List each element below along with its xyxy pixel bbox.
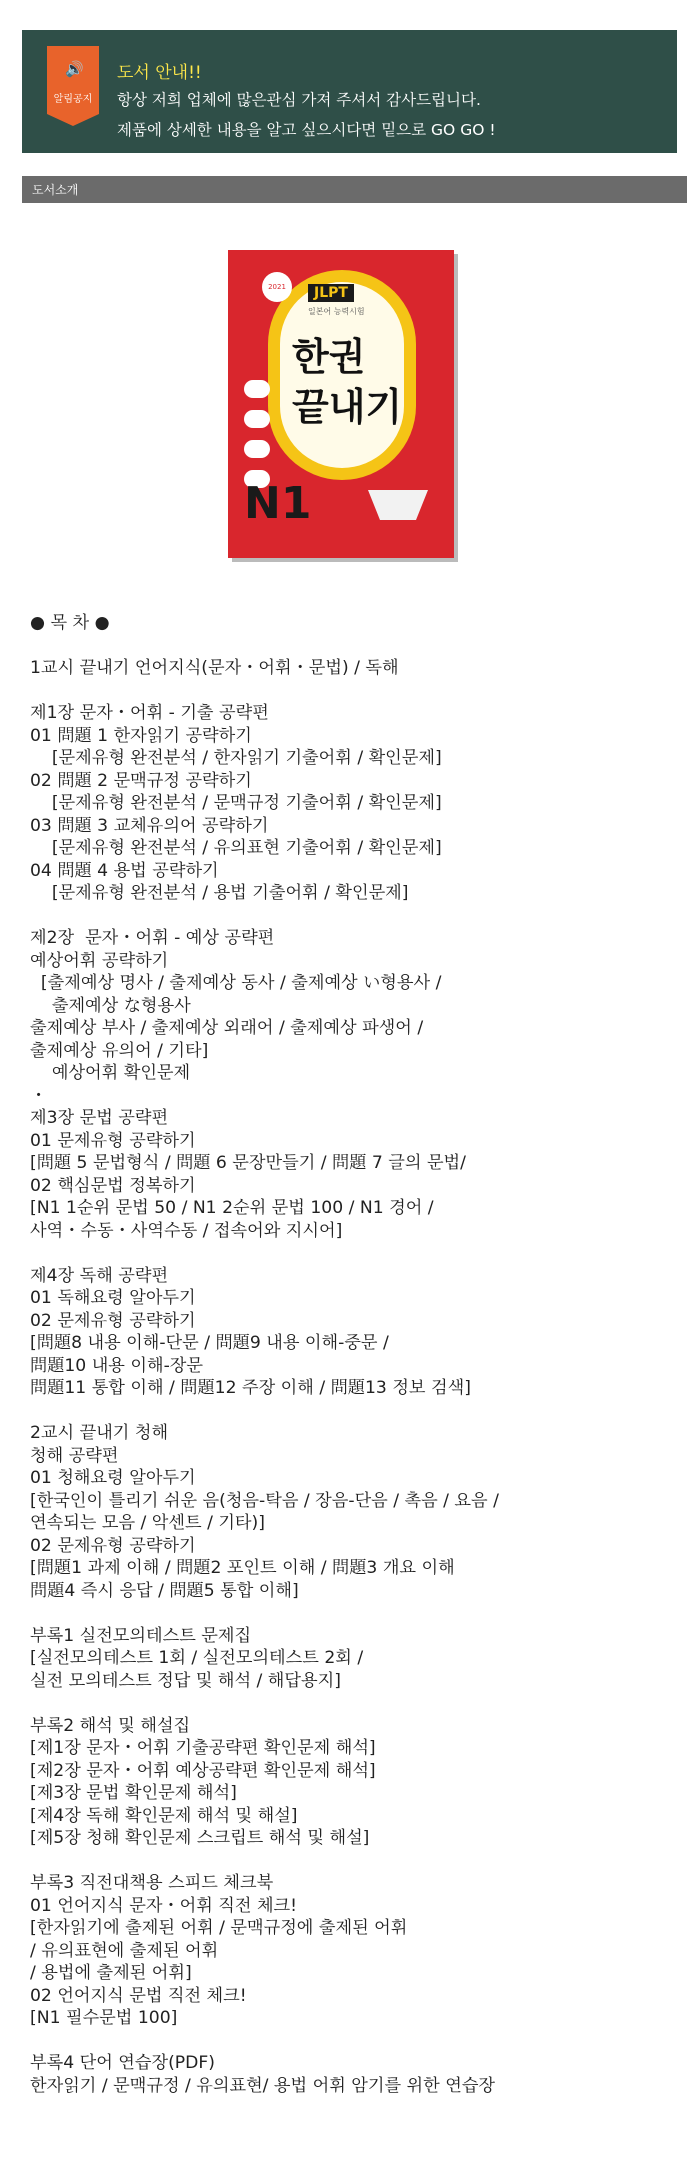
toc-line: [제4장 독해 확인문제 해석 및 해설] [30, 1805, 298, 1826]
toc-line: [문제유형 완전분석 / 한자읽기 기출어휘 / 확인문제] [30, 748, 442, 768]
toc-line: 제1장 문자・어휘 - 기출 공략편 [30, 703, 269, 723]
book-cover-image [228, 250, 454, 558]
toc-line: 제3장 문법 공략편 [30, 1108, 169, 1128]
toc-line: 02 언어지식 문법 직전 체크! [30, 1985, 247, 2006]
notice-banner [22, 30, 677, 153]
toc-line: [한국인이 틀리기 쉬운 음(청음-탁음 / 장음-단음 / 촉음 / 요음 / [30, 1490, 499, 1511]
toc-line: 02 問題 2 문맥규정 공략하기 [30, 770, 252, 791]
toc-line: 02 핵심문법 정복하기 [30, 1175, 196, 1196]
toc-line: [제2장 문자・어휘 예상공략편 확인문제 해석] [30, 1760, 376, 1781]
toc-line: 02 문제유형 공략하기 [30, 1535, 196, 1556]
notice-heading: 도서 안내!! [117, 63, 202, 83]
toc-line: [한자읽기에 출제된 어휘 / 문맥규정에 출제된 어휘 [30, 1918, 408, 1938]
toc-line: [문제유형 완전분석 / 문맥규정 기출어휘 / 확인문제] [30, 793, 442, 813]
toc-line: [문제유형 완전분석 / 유의표현 기출어휘 / 확인문제] [30, 838, 442, 858]
toc-line: 01 問題 1 한자읽기 공략하기 [30, 725, 252, 746]
paper-boat-illustration [368, 490, 428, 520]
toc-line: 제4장 독해 공략편 [30, 1265, 169, 1286]
toc-line: [問題1 과제 이해 / 問題2 포인트 이해 / 問題3 개요 이해 [30, 1558, 455, 1578]
toc-line: 출제예상 부사 / 출제예상 외래어 / 출제예상 파생어 / [30, 1018, 424, 1038]
toc-line: 01 청해요령 알아두기 [30, 1468, 196, 1488]
toc-line: 부록4 단어 연습장(PDF) [30, 2053, 215, 2073]
notice-badge [47, 46, 99, 114]
toc-line: 부록3 직전대책용 스피드 체크북 [30, 1873, 274, 1893]
toc-line: 출제예상 유의어 / 기타] [30, 1040, 209, 1061]
section-header-bar [22, 176, 687, 203]
speaker-icon: 🔊 [65, 60, 84, 78]
cover-level: N1 [244, 478, 312, 529]
toc-line: 부록2 해석 및 해설집 [30, 1715, 191, 1736]
toc-line: 問題4 즉시 응답 / 問題5 통합 이해] [30, 1580, 299, 1601]
toc-line: 출제예상 な형용사 [30, 995, 191, 1016]
toc-line: 01 독해요령 알아두기 [30, 1288, 196, 1308]
toc-line: [실전모의테스트 1회 / 실전모의테스트 2회 / [30, 1648, 364, 1668]
toc-line: [출제예상 명사 / 출제예상 동사 / 출제예상 い형용사 / [30, 973, 442, 993]
toc-line: / 용법에 출제된 어휘] [30, 1963, 192, 1983]
toc-line: / 유의표현에 출제된 어휘 [30, 1940, 219, 1961]
toc-line: 청해 공략편 [30, 1445, 119, 1466]
toc-line: 2교시 끝내기 청해 [30, 1423, 169, 1443]
toc-line: [제5장 청해 확인문제 스크립트 해석 및 해설] [30, 1828, 370, 1848]
notice-line-1: 항상 저희 업체에 많은관심 가져 주셔서 감사드립니다. [117, 91, 481, 109]
toc-line: 問題11 통합 이해 / 問題12 주장 이해 / 問題13 정보 검색] [30, 1378, 471, 1398]
cover-jlpt-label: JLPT [308, 284, 354, 302]
toc-line: [問題8 내용 이해-단문 / 問題9 내용 이해-중문 / [30, 1333, 389, 1353]
toc-line: 01 언어지식 문자・어휘 직전 체크! [30, 1895, 298, 1916]
notice-badge-label: 알림공지 [53, 94, 93, 105]
toc-line: 연속되는 모음 / 악센트 / 기타)] [30, 1513, 265, 1533]
section-title: 도서소개 [32, 183, 79, 197]
toc-line: 1교시 끝내기 언어지식(문자・어휘・문법) / 독해 [30, 658, 399, 678]
toc-line: ・ [30, 1085, 48, 1106]
cover-title-line1: 한권 [292, 335, 366, 379]
toc-line: 부록1 실전모의테스트 문제집 [30, 1625, 252, 1646]
toc-line: 예상어휘 확인문제 [30, 1063, 191, 1083]
notice-line-2: 제품에 상세한 내용을 알고 싶으시다면 밑으로 GO GO ! [117, 121, 496, 139]
cover-title-line2: 끝내기 [292, 385, 403, 429]
toc-line: [問題 5 문법형식 / 問題 6 문장만들기 / 問題 7 글의 문법/ [30, 1153, 466, 1173]
toc-line: 02 문제유형 공략하기 [30, 1310, 196, 1331]
toc-line: [N1 1순위 문법 50 / N1 2순위 문법 100 / N1 경어 / [30, 1198, 434, 1218]
toc-line: 01 문제유형 공략하기 [30, 1130, 196, 1151]
toc-line: 사역・수동・사역수동 / 접속어와 지시어] [30, 1220, 343, 1241]
toc-line: 04 問題 4 용법 공략하기 [30, 860, 219, 881]
toc-line: 제2장 문자・어휘 - 예상 공략편 [30, 928, 275, 948]
toc-line: [N1 필수문법 100] [30, 2008, 178, 2028]
cover-year-badge: 2021 [262, 272, 292, 302]
toc-line: 한자읽기 / 문맥규정 / 유의표현/ 용법 어휘 암기를 위한 연습장 [30, 2075, 496, 2096]
toc-line: 03 問題 3 교체유의어 공략하기 [30, 815, 269, 836]
toc-line: [제3장 문법 확인문제 해석] [30, 1783, 237, 1803]
toc-line: [제1장 문자・어휘 기출공략편 확인문제 해석] [30, 1738, 376, 1758]
cover-subtitle: 일본어 능력시험 [308, 307, 365, 316]
toc-line: 예상어휘 공략하기 [30, 950, 169, 971]
toc-line: 問題10 내용 이해-장문 [30, 1355, 203, 1376]
toc-line: 실전 모의테스트 정답 및 해석 / 해답용지] [30, 1670, 341, 1691]
toc-line: [문제유형 완전분석 / 용법 기출어휘 / 확인문제] [30, 883, 409, 903]
toc-heading: ● 목 차 ● [30, 613, 110, 633]
